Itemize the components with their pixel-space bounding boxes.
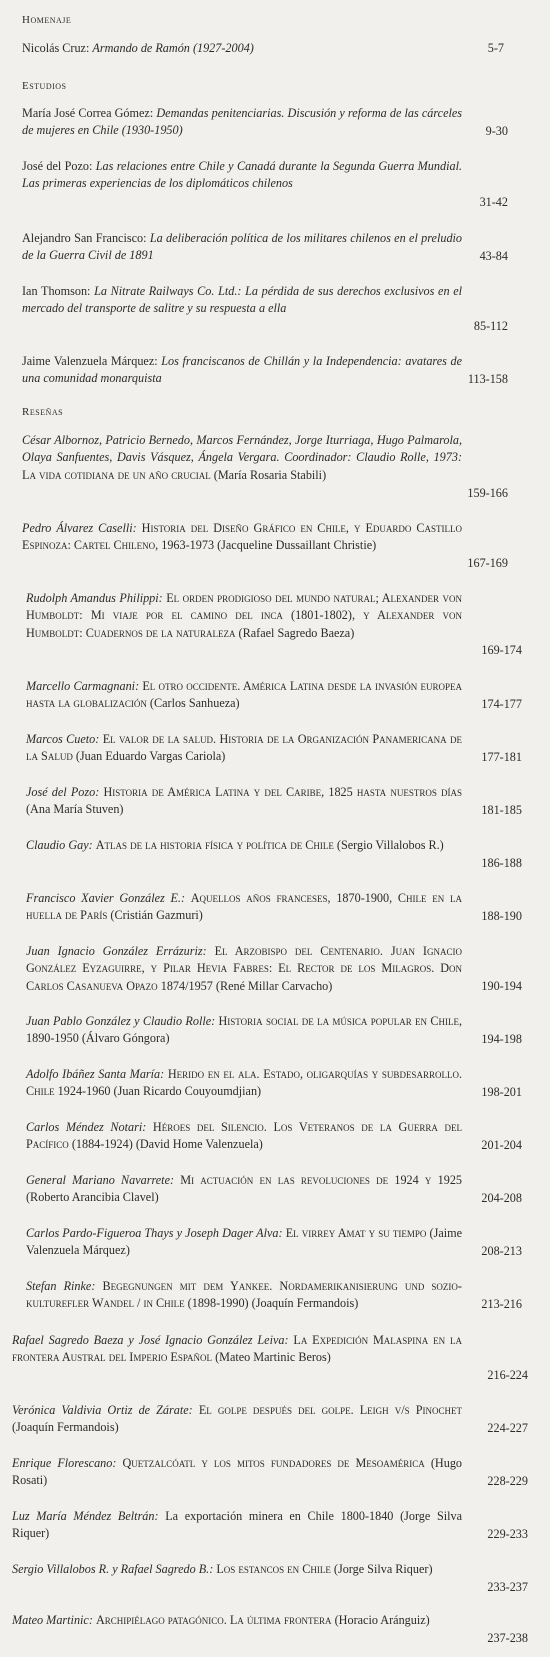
- page-range: 228-229: [487, 1474, 528, 1488]
- toc-entry: César Albornoz, Patricio Bernedo, Marcos Fernández, Jorge Iturriaga, Hugo Palmarola, Olaya Sanfuentes, Davis Vásquez, Ángela Vergara. Coordinador: Claudio Rolle, 1973: La vida cotidiana de un año crucial (María Rosaria Stabili): [22, 433, 462, 482]
- toc-entry: Mateo Martinic: Archipiélago patagónico. La última frontera (Horacio Aránguiz): [12, 1613, 430, 1627]
- page-range: 85-112: [473, 319, 508, 333]
- toc-entry: Rafael Sagredo Baeza y José Ignacio González Leiva: La Expedición Malaspina en la frontera Austral del Imperio Español (Mateo Martinic Beros): [12, 1333, 462, 1365]
- page-range: 5-7: [487, 41, 504, 55]
- page-range: 174-177: [481, 697, 522, 711]
- page-range: 224-227: [487, 1421, 528, 1435]
- page-range: 229-233: [487, 1527, 528, 1541]
- toc-entry: Nicolás Cruz: Armando de Ramón (1927-2004): [22, 41, 254, 55]
- section-heading-resenas: Reseñas: [22, 406, 64, 418]
- toc-entry: Francisco Xavier González E.: Aquellos años franceses, 1870-1900, Chile en la huella de París (Cristián Gazmuri): [26, 891, 462, 923]
- page-range: 43-84: [479, 249, 508, 263]
- toc-entry: Enrique Florescano: Quetzalcóatl y los mitos fundadores de Mesoamérica (Hugo Rosati): [12, 1456, 463, 1488]
- page-range: 204-208: [481, 1191, 522, 1205]
- page-range: 188-190: [481, 909, 522, 923]
- toc-entry: Pedro Álvarez Caselli: Historia del Diseño Gráfico en Chile, y Eduardo Castillo Espinoza: Cartel Chileno, 1963-1973 (Jacqueline Dussaillant Christie): [22, 521, 462, 553]
- page-range: 159-166: [467, 486, 508, 500]
- toc-entry: Jaime Valenzuela Márquez: Los franciscanos de Chillán y la Independencia: avatares de una comunidad monarquista: [22, 354, 462, 386]
- page-range: 113-158: [467, 372, 508, 386]
- page-range: 186-188: [481, 856, 522, 870]
- page-range: 233-237: [487, 1580, 528, 1594]
- toc-entry: María José Correa Gómez: Demandas penitenciarias. Discusión y reforma de las cárceles de mujeres en Chile (1930-1950): [22, 106, 463, 138]
- page-range: 31-42: [479, 195, 508, 209]
- page-range: 190-194: [481, 979, 522, 993]
- page-range: 181-185: [481, 803, 522, 817]
- page-range: 237-238: [487, 1631, 528, 1645]
- toc-entry: Adolfo Ibáñez Santa María: Herido en el ala. Estado, oligarquías y subdesarrollo. Chile 1924-1960 (Juan Ricardo Couyoumdjian): [26, 1067, 462, 1099]
- page-range: 167-169: [467, 556, 508, 570]
- page-range: 9-30: [485, 124, 508, 138]
- toc-entry: Stefan Rinke: Begegnungen mit dem Yankee. Nordamerikanisierung und sozio-kulturefler Wandel / in Chile (1898-1990) (Joaquín Fermandois): [26, 1279, 462, 1311]
- toc-entry: Rudolph Amandus Philippi: El orden prodigioso del mundo natural; Alexander von Humboldt: Mi viaje por el camino del inca (1801-1802), y Alexander von Humboldt: Cuadernos de la naturaleza (Rafael Sagredo Baeza): [26, 591, 463, 640]
- toc-entry: José del Pozo: Historia de América Latina y del Caribe, 1825 hasta nuestros días (Ana María Stuven): [26, 785, 462, 817]
- toc-entry: Ian Thomson: La Nitrate Railways Co. Ltd.: La pérdida de sus derechos exclusivos en el mercado del transporte de salitre y su respuesta a ella: [22, 284, 462, 316]
- toc-entry: José del Pozo: Las relaciones entre Chile y Canadá durante la Segunda Guerra Mundial. Las primeras experiencias de los diplomáticos chilenos: [22, 159, 463, 191]
- page-range: 198-201: [481, 1085, 522, 1099]
- page-range: 177-181: [481, 750, 522, 764]
- toc-entry: Marcos Cueto: El valor de la salud. Historia de la Organización Panamericana de la Salud (Juan Eduardo Vargas Cariola): [26, 732, 463, 764]
- page-range: 201-204: [481, 1138, 522, 1152]
- page-range: 169-174: [481, 643, 522, 657]
- page-range: 194-198: [481, 1032, 522, 1046]
- page-range: 213-216: [481, 1297, 522, 1311]
- toc-entry: Carlos Méndez Notari: Héroes del Silencio. Los Veteranos de la Guerra del Pacífico (1884-1924) (David Home Valenzuela): [26, 1120, 462, 1152]
- section-heading-estudios: Estudios: [22, 80, 67, 92]
- toc-entry: Sergio Villalobos R. y Rafael Sagredo B.: Los estancos en Chile (Jorge Silva Riquer): [12, 1562, 433, 1576]
- section-heading-homenaje: Homenaje: [22, 14, 72, 26]
- toc-entry: Juan Ignacio González Errázuriz: El Arzobispo del Centenario. Juan Ignacio González Eyzaguirre, y Pilar Hevia Fabres: El Rector de los Milagros. Don Carlos Casanueva Opazo 1874/1957 (René Millar Carvacho): [26, 944, 462, 993]
- toc-entry: Marcello Carmagnani: El otro occidente. América Latina desde la invasión europea hasta la globalización (Carlos Sanhueza): [26, 679, 463, 711]
- toc-entry: Juan Pablo González y Claudio Rolle: Historia social de la música popular en Chile, 1890-1950 (Álvaro Góngora): [26, 1014, 462, 1046]
- toc-entry: Luz María Méndez Beltrán: La exportación minera en Chile 1800-1840 (Jorge Silva Riquer): [12, 1509, 463, 1541]
- toc-entry: Carlos Pardo-Figueroa Thays y Joseph Dager Alva: El virrey Amat y su tiempo (Jaime Valenzuela Márquez): [26, 1226, 463, 1258]
- toc-entry: General Mariano Navarrete: Mi actuación en las revoluciones de 1924 y 1925 (Roberto Arancibia Clavel): [26, 1173, 463, 1205]
- toc-entry: Claudio Gay: Atlas de la historia física y política de Chile (Sergio Villalobos R.): [26, 838, 444, 852]
- toc-entry: Verónica Valdivia Ortiz de Zárate: El golpe después del golpe. Leigh v/s Pinochet (Joaquín Fermandois): [12, 1403, 463, 1435]
- page-range: 216-224: [487, 1368, 528, 1382]
- page-range: 208-213: [481, 1244, 522, 1258]
- toc-entry: Alejandro San Francisco: La deliberación política de los militares chilenos en el preludio de la Guerra Civil de 1891: [22, 231, 463, 263]
